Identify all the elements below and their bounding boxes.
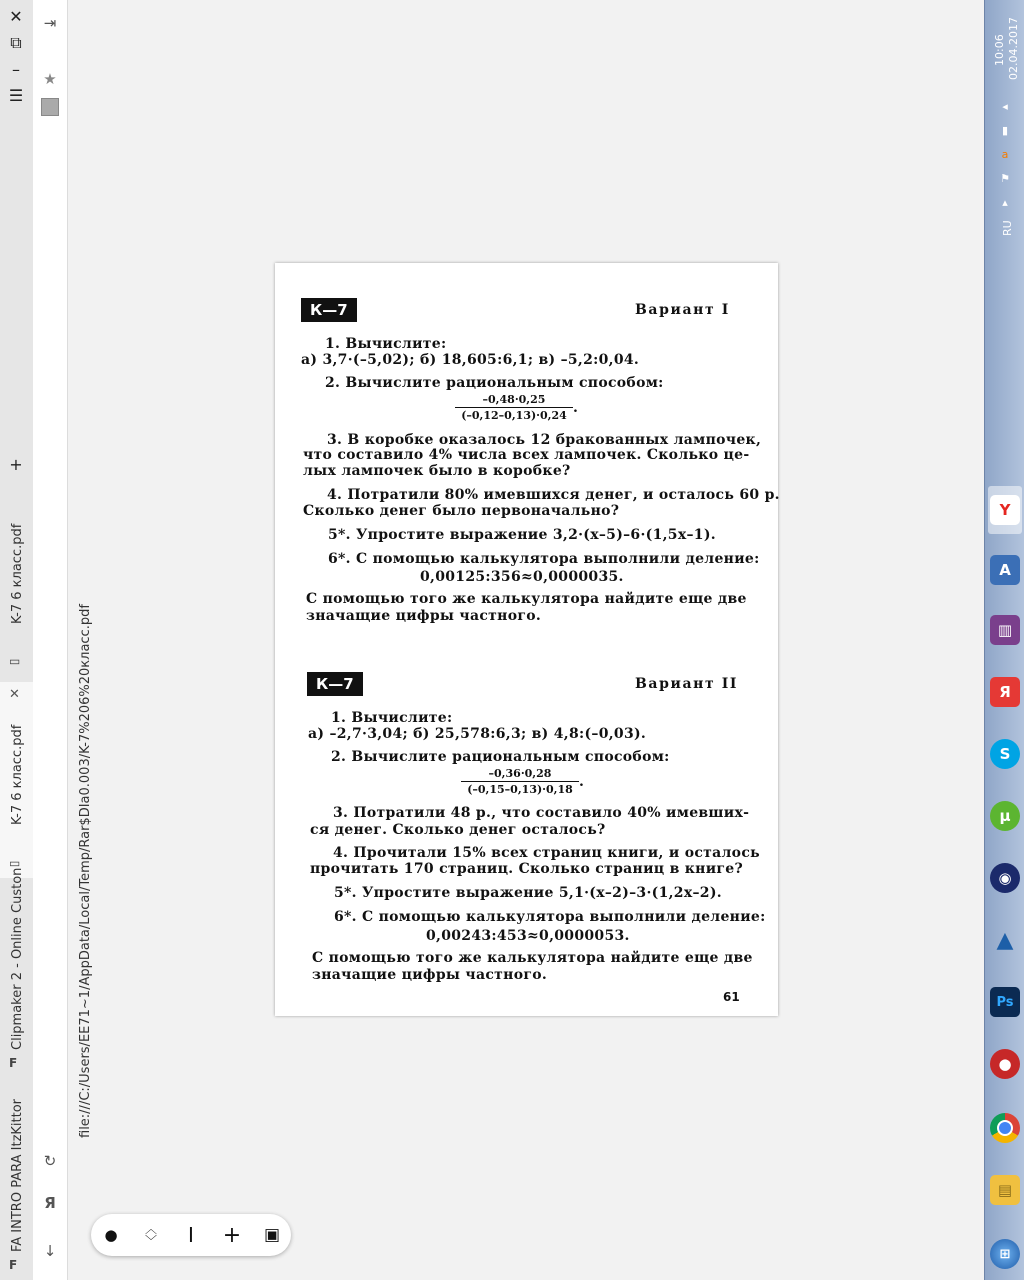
v2-q4-line: прочитать 170 страниц. Сколько страниц в книге? [310,861,744,877]
sidebar-toggle-icon[interactable]: ⇥ [43,14,57,32]
v2-q6-line: значащие цифры частного. [312,967,548,983]
v2-q3-line: ся денег. Сколько денег осталось? [310,822,606,838]
fraction-numerator: –0,48·0,25 [482,393,546,406]
tab-title: FA INTRO PARA ItzKittor [10,1098,25,1252]
new-tab-icon[interactable]: + [9,454,23,474]
v1-q5: 5*. Упростите выражение 3,2·(x–5)–6·(1,5x–1). [328,527,716,543]
document-icon: ▭ [9,856,21,870]
variant-2-title: Вариант II [635,676,739,692]
volume-icon[interactable]: ◂ [1002,99,1008,113]
v2-q1-title: 1. Вычислите: [331,710,453,726]
tray-app-icon[interactable]: a [1001,147,1009,161]
fraction-denominator: (–0,12–0,13)·0,24 [455,407,573,422]
triangle-app-icon[interactable]: ▲ [996,927,1014,953]
v1-q6-line: С помощью того же калькулятора найдите еще две [306,591,747,607]
tray-expand-icon[interactable]: ▴ [1002,195,1008,209]
menu-icon[interactable]: ☰ [8,85,24,105]
archiver-app-icon[interactable]: ▥ [988,606,1022,654]
v2-q4-line: 4. Прочитали 15% всех страниц книги, и осталось [333,845,760,861]
v1-q3-line: лых лампочек было в коробке? [303,463,571,479]
yandex-icon[interactable]: Я [44,1194,56,1212]
close-icon[interactable]: ✕ [9,6,23,26]
v1-q6-line: 6*. С помощью калькулятора выполнили деление: [328,551,760,567]
file-explorer-app-icon[interactable]: ▤ [988,1166,1022,1214]
page-nav-icon[interactable]: ︿ ﹀ [144,1222,157,1248]
yandex-app-icon[interactable]: Я [988,668,1022,716]
v2-q2-title: 2. Вычислите рациональным способом: [331,749,670,765]
bookmark-star-icon[interactable]: ★ [43,70,57,88]
tab-fa-intro[interactable] [0,1080,33,1278]
v1-q3-line: 3. В коробке оказалось 12 бракованных лампочек, [327,432,762,448]
variant-1-badge: К—7 [301,298,357,322]
yandex-browser-app-icon[interactable]: Y [988,486,1022,534]
fraction-numerator: –0,36·0,28 [488,767,552,780]
document-icon: ▭ [9,654,21,668]
text-cursor-icon[interactable]: I [188,1223,194,1247]
v2-q1-items: а) –2,7·3,04; б) 25,578:6,3; в) 4,8:(–0,03). [308,726,647,742]
v2-q3-line: 3. Потратили 48 р., что составило 40% имевших- [333,805,750,821]
v2-q6-line: С помощью того же калькулятора найдите еще две [312,950,753,966]
download-icon[interactable]: ↓ [43,1242,57,1260]
v2-q6-line: 0,00243:453≈0,0000053. [426,928,630,944]
v2-q2-fraction [461,767,579,796]
start-button[interactable]: ⊞ [988,1230,1022,1278]
v1-q3-line: что составило 4% числа всех лампочек. Сколько це- [303,447,750,463]
address-bar [33,0,93,1280]
tab-favicon: F [9,1258,18,1272]
tab-pdf-1[interactable] [0,484,33,680]
zoom-in-icon[interactable]: + [222,1222,242,1248]
reload-icon[interactable]: ↻ [43,1152,57,1170]
v1-q4-line: 4. Потратили 80% имевшихся денег, и осталось 60 р. [327,487,780,503]
fraction-period: . [573,400,579,416]
minimize-icon[interactable]: – [12,59,20,79]
chrome-app-icon[interactable] [988,1104,1022,1152]
tab-title: K-7 6 класс.pdf [10,523,25,624]
text-editor-app-icon[interactable]: A [988,546,1022,594]
fit-page-icon[interactable]: ▣ [263,1225,281,1245]
url-field[interactable]: file:///C:/Users/EE71~1/AppData/Local/Temp/Rar$DIa0.003/K-7%206%20класс.pdf [78,604,93,1138]
red-app-icon[interactable]: ● [988,1040,1022,1088]
tab-title: K-7 6 класс.pdf [10,724,25,825]
v2-q5: 5*. Упростите выражение 5,1·(x–2)–3·(1,2x–2). [334,885,722,901]
skype-app-icon[interactable]: S [988,730,1022,778]
pdf-toolbar [91,1214,291,1256]
tab-pdf-active[interactable] [0,682,33,878]
utorrent-app-icon[interactable]: µ [988,792,1022,840]
v1-q4-line: Сколько денег было первоначально? [303,503,620,519]
clock-time[interactable]: 10:06 [993,34,1006,66]
v1-q2-fraction [455,393,573,422]
action-center-icon[interactable]: ⚑ [1000,171,1010,185]
variant-2-badge: К—7 [307,672,363,696]
fraction-period: . [579,774,585,790]
v2-q6-line: 6*. С помощью калькулятора выполнили деление: [334,909,766,925]
tab-clipmaker[interactable] [0,867,33,1078]
restore-icon[interactable]: ⧉ [10,33,22,52]
taskbar [984,0,1024,1280]
tab-close-icon[interactable]: ✕ [9,686,20,701]
network-icon[interactable]: ▮ [1001,123,1009,137]
reader-icon[interactable] [39,96,61,118]
photoshop-app-icon[interactable]: Ps [988,978,1022,1026]
media-app-icon[interactable]: ◉ [988,854,1022,902]
language-indicator[interactable]: RU [1001,220,1014,236]
fraction-denominator: (–0,15–0,13)·0,18 [461,781,579,796]
clock-date[interactable]: 02.04.2017 [1007,17,1020,80]
v1-q6-line: значащие цифры частного. [306,608,542,624]
v1-q2-title: 2. Вычислите рациональным способом: [325,375,664,391]
page-number: 61 [723,990,740,1004]
tab-favicon: F [9,1056,18,1070]
record-dot-icon[interactable]: ● [104,1226,118,1244]
v1-q6-line: 0,00125:356≈0,0000035. [420,569,624,585]
pdf-page [275,263,778,1016]
variant-1-title: Вариант I [635,302,730,318]
v1-q1-items: а) 3,7·(–5,02); б) 18,605:6,1; в) –5,2:0,04. [301,352,640,368]
tab-title: Clipmaker 2 - Online Custon [10,867,25,1050]
tab-strip [0,0,34,1280]
v1-q1-title: 1. Вычислите: [325,336,447,352]
